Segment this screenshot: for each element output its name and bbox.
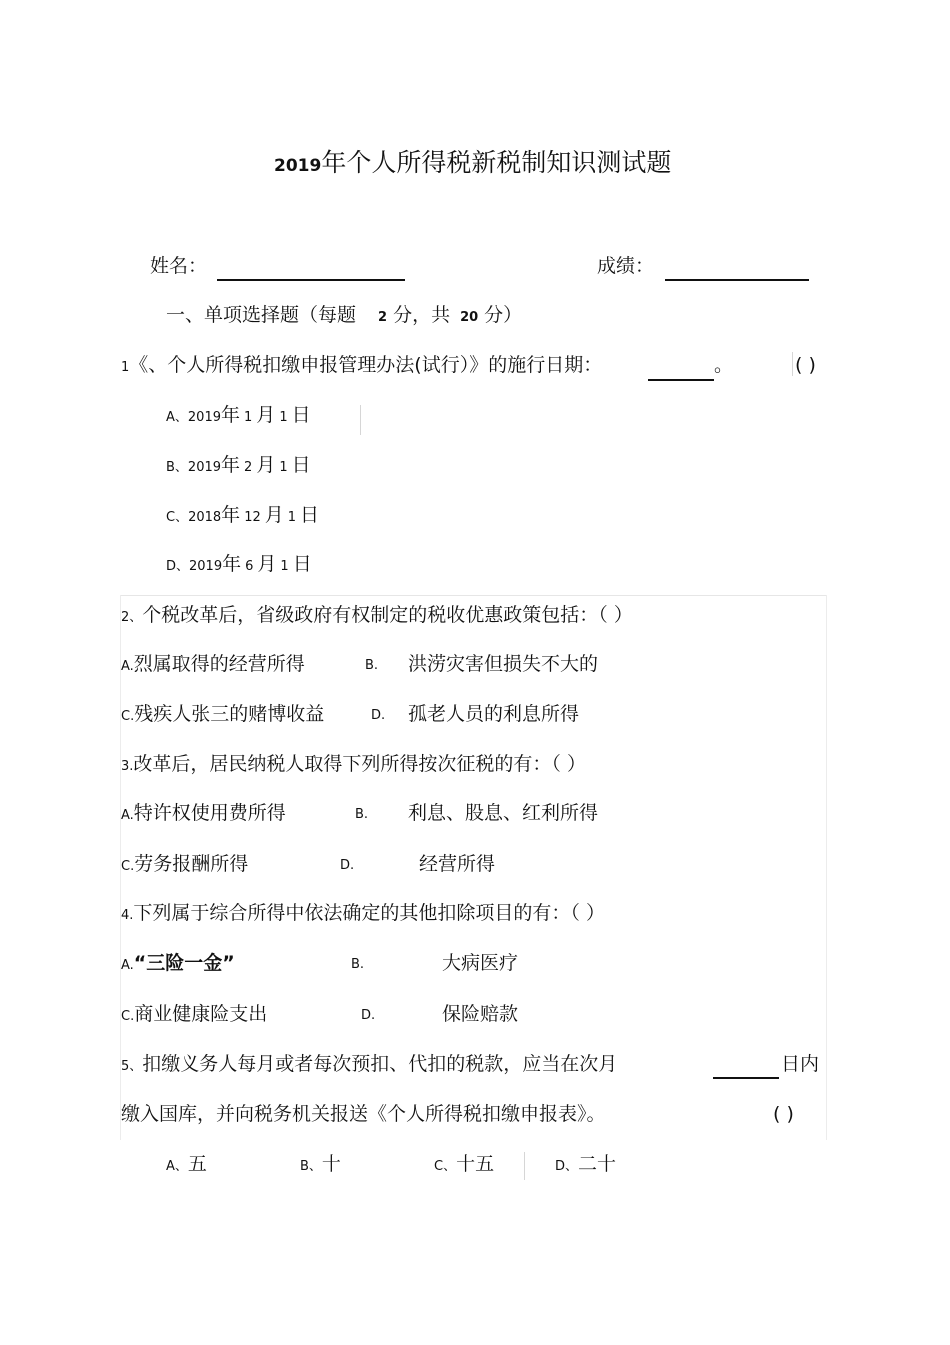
section-pre: 一、单项选择题（每题 [166,304,357,326]
q5-text-line2: 缴入国库，并向税务机关报送《个人所得税扣缴申报表》。 [121,1103,606,1125]
q1-option-b[interactable] [166,453,311,480]
q3-option-c-letter: C. [121,859,135,874]
question-1 [121,353,602,380]
q1-option-c-year: 2018 [188,510,222,525]
q3-option-d-letter[interactable]: D. [340,858,355,873]
question-4 [121,901,605,928]
q5-text-line1: 扣缴义务人每月或者每次预扣、代扣的税款，应当在次月 [142,1053,618,1075]
q2-option-c-letter: C. [121,709,135,724]
score-label: 成绩： [597,255,655,277]
q5-paren[interactable]: ( ) [773,1103,794,1125]
page-title [274,148,671,181]
q1-option-d-year-unit: 年 [222,553,242,575]
q1-option-d-month-unit: 月 [257,553,277,575]
name-label: 姓名： [150,255,208,277]
section-post: 分） [484,304,523,326]
q2-option-a-text: 烈属取得的经营所得 [133,653,305,675]
q3-option-a-letter: A. [121,808,134,823]
q5-number: 5、 [121,1059,143,1074]
option-divider [524,1152,525,1180]
q1-option-d-year: 2019 [189,559,223,574]
q1-option-b-day-unit: 日 [291,454,311,476]
score-blank[interactable] [665,279,809,281]
q1-option-b-day: 1 [279,460,288,475]
q1-number: 1 [121,360,130,375]
q5-option-a-text: 五 [187,1153,207,1175]
q3-option-c[interactable] [121,852,248,879]
section-header [166,303,522,330]
section-total: 20 [460,310,479,325]
question-3 [121,752,586,779]
q4-text: 下列属于综合所得中依法确定的其他扣除项目的有：（ ） [133,902,605,924]
q1-option-a-letter: A、 [166,410,188,425]
q5-option-d[interactable] [555,1152,616,1179]
q2-option-a-letter: A. [121,659,134,674]
q1-text: 《、个人所得税扣缴申报管理办法(试行）》的施行日期 [129,354,584,376]
q1-option-c-day-unit: 日 [300,504,320,526]
q1-option-a-year-unit: 年 [221,404,241,426]
q5-option-b-text: 十 [321,1153,341,1175]
q1-paren[interactable]: ( ) [795,354,816,376]
title-year: 2019 [274,156,322,176]
q1-option-b-year-unit: 年 [221,454,241,476]
q3-option-d-text[interactable]: 经营所得 [419,853,496,875]
q2-number: 2、 [121,610,143,625]
q4-option-d-letter[interactable]: D. [361,1008,376,1023]
q3-option-b-text[interactable]: 利息、股息、红利所得 [408,802,599,824]
q1-option-b-year: 2019 [187,460,222,475]
q1-option-d-letter: D、 [166,559,190,574]
q4-option-c-letter: C. [121,1009,135,1024]
q3-option-a[interactable] [121,801,286,828]
q5-option-c-letter: C、 [434,1159,457,1174]
q2-option-d-text[interactable]: 孤老人员的利息所得 [408,703,580,725]
box-right-line [826,595,827,1140]
q1-option-b-month: 2 [244,460,253,475]
q1-answer-blank[interactable] [648,379,714,381]
q5-option-c-text: 十五 [456,1153,495,1175]
q2-option-c-text: 残疾人张三的赌博收益 [134,703,325,725]
q1-option-a-day-unit: 日 [291,404,311,426]
title-text: 年个人所得税新税制知识测试题 [321,148,672,177]
q1-option-c-month: 12 [244,510,261,525]
q5-text-line1-end: 日内 [781,1053,820,1075]
q5-option-b[interactable] [300,1152,341,1179]
q1-option-c[interactable] [166,503,319,530]
q5-option-b-letter: B、 [300,1159,322,1174]
q3-number: 3. [121,759,134,774]
q1-option-a-month: 1 [244,410,253,425]
q5-option-a-letter: A、 [166,1159,188,1174]
q3-option-c-text: 劳务报酬所得 [134,853,249,875]
q1-option-c-letter: C、 [166,510,189,525]
q1-option-a-year: 2019 [187,410,221,425]
q3-option-a-text: 特许权使用费所得 [133,802,286,824]
q1-option-c-day: 1 [287,510,297,525]
q2-option-c[interactable] [121,702,324,729]
q1-period: 。 [714,354,734,376]
q1-option-d-month: 6 [245,559,254,574]
q5-option-d-letter: D、 [555,1159,579,1174]
q1-option-d-day-unit: 日 [292,553,312,575]
option-divider [360,405,361,435]
q4-option-a-text: “三险一金” [133,952,235,974]
question-2 [121,603,633,630]
q4-option-a-letter: A. [121,958,134,973]
q2-option-b-letter[interactable]: B. [365,658,379,673]
q1-option-d-day: 1 [280,559,289,574]
q4-option-c[interactable] [121,1002,267,1029]
q3-text: 改革后，居民纳税人取得下列所得按次征税的有：（ ） [133,753,586,775]
q1-colon: ： [583,354,603,376]
q1-option-a-month-unit: 月 [256,404,276,426]
q1-option-a[interactable] [166,403,311,430]
q1-option-c-year-unit: 年 [221,504,241,526]
q5-option-d-text: 二十 [578,1153,617,1175]
q2-option-a[interactable] [121,652,305,679]
box-top-line [120,595,826,596]
q1-option-b-month-unit: 月 [256,454,276,476]
name-blank[interactable] [217,279,405,281]
q1-option-c-month-unit: 月 [264,504,284,526]
q4-option-c-text: 商业健康险支出 [134,1003,268,1025]
q1-option-d[interactable] [166,552,312,579]
section-mid: 分，共 [393,304,451,326]
q5-option-c[interactable] [434,1152,494,1179]
q4-option-b-text[interactable]: 大病医疗 [442,952,519,974]
question-5 [121,1052,617,1079]
q1-option-b-letter: B、 [166,460,188,475]
q3-option-b-letter[interactable]: B. [355,807,369,822]
q4-option-b-letter[interactable]: B. [351,957,365,972]
q4-number: 4. [121,908,134,923]
q2-option-b-text[interactable]: 洪涝灾害但损失不大的 [408,653,599,675]
q5-answer-blank[interactable] [713,1077,779,1079]
q4-option-d-text[interactable]: 保险赔款 [442,1003,519,1025]
section-points-each: 2 [378,310,388,325]
q1-option-a-day: 1 [279,410,288,425]
q5-option-a[interactable] [166,1152,207,1179]
q4-option-a[interactable] [121,951,235,978]
q2-option-d-letter[interactable]: D. [371,708,386,723]
q2-text: 个税改革后，省级政府有权制定的税收优惠政策包括：（ ） [142,604,633,626]
q1-divider [792,352,793,376]
